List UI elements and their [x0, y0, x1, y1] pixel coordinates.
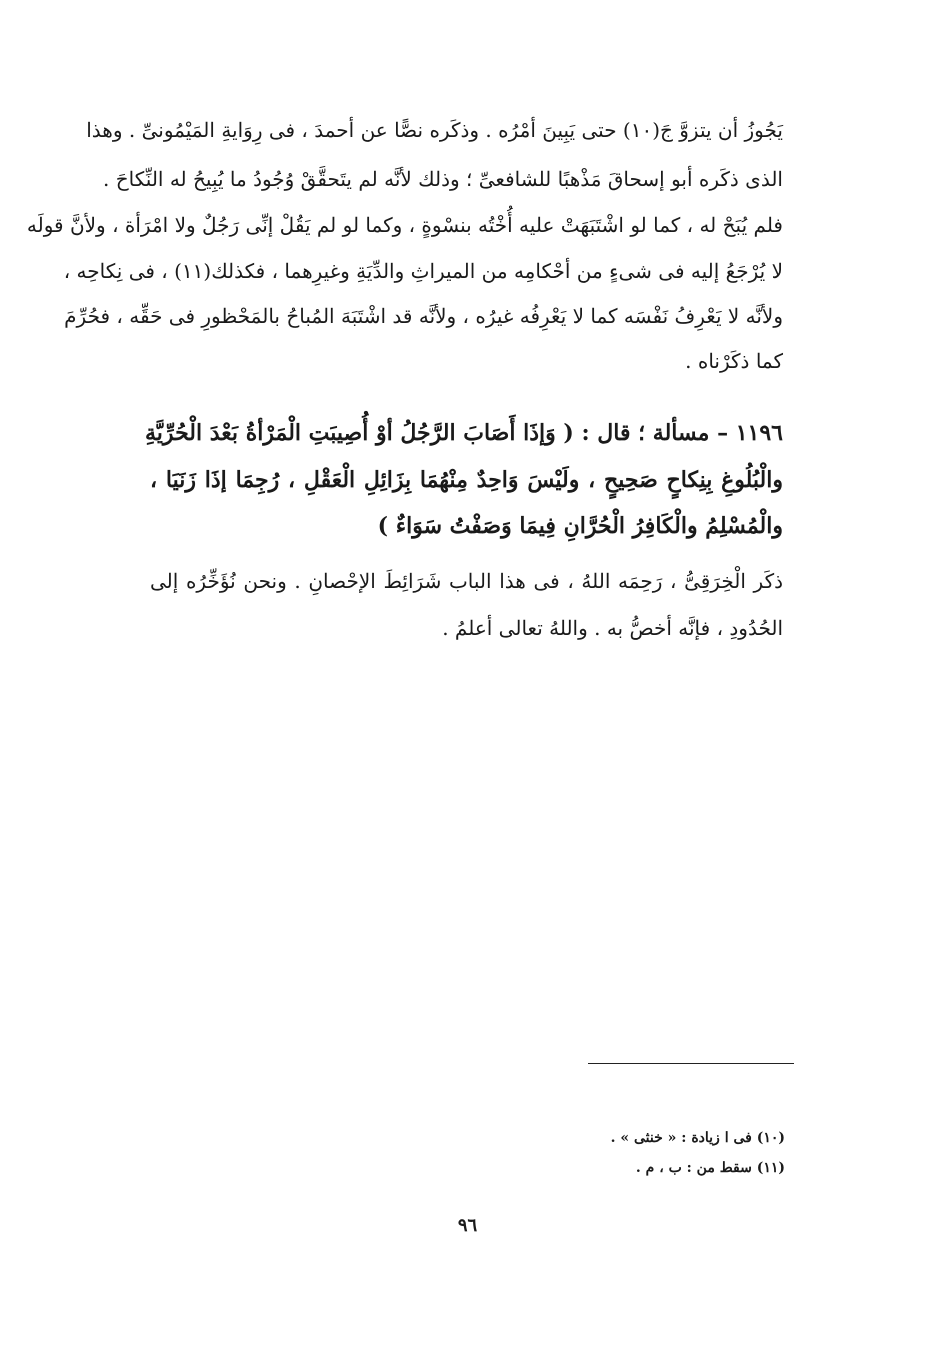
issue-line-2: والْبُلُوغِ بِنِكاحٍ صَحِيحٍ ، ولَيْسَ وَاحِدٌ مِنْهُمَا بِزَائِلِ الْعَقْلِ ، رُجِمَا إذَا زَنَيَا ،	[150, 467, 783, 493]
paragraph1-line-5: ولأنَّه لا يَعْرِفُ نَفْسَه كما لا يَعْرِفُه غيرُه ، ولأنَّه قد اشْتَبَهَ المُباحُ بالمَحْظورِ فى حَقِّه ، فحُرِّمَ	[64, 304, 783, 328]
paragraph2-line-2: الحُدُودِ ، فإنَّه أخصُّ به . واللهُ تعالى أعلمُ .	[442, 616, 783, 640]
paragraph1-line-4: لا يُرْجَعُ إليه فى شىءٍ من أحْكامِه من الميراثِ والدِّيَةِ وغيرِهما ، فكذلك(١١) ، فى نِكاحِه ،	[63, 259, 783, 283]
issue-line-1: ١١٩٦ – مسألة ؛ قال : ( وَإذَا أَصَابَ الرَّجُلُ أوْ أُصِيبَتِ الْمَرْأةُ بَعْدَ الْحُرِّيَّةِ	[145, 420, 783, 446]
footnote-divider	[588, 1063, 794, 1064]
paragraph2-line-1: ذكَر الْخِرَقِىُّ ، رَحِمَه اللهُ ، فى هذا الباب شَرَائِطَ الإحْصانِ . ونحن نُؤَخِّرُه إلى	[150, 569, 783, 593]
page-number: ٩٦	[457, 1215, 478, 1236]
footnote-11: (١١) سقط من : ب ، م .	[635, 1160, 785, 1176]
paragraph1-line-3: فلم يُبَحْ له ، كما لو اشْتَبَهَتْ عليه أُخْتُه بنسْوةٍ ، وكما لو لم يَقُلْ إنِّى رَجُلٌ ولا امْرَأة ، ولأنَّ قولَه	[26, 213, 783, 237]
paragraph1-line-6: كما ذكَرْناه .	[685, 349, 783, 373]
paragraph1-line-1: يَجُوزُ أن يتزوَّ جَ(١٠) حتى يَبِينَ أمْرُه . وذكَره نصًّا عن أحمدَ ، فى رِوَايةِ المَيْمُونىِّ . وهذا	[86, 118, 783, 142]
paragraph1-line-2: الذى ذكَره أبو إسحاقَ مَذْهبًا للشافعىِّ ؛ وذلك لأنَّه لم يتَحقَّقْ وُجُودُ ما يُبِيحُ له النِّكاحَ .	[103, 167, 783, 191]
issue-line-3: والْمُسْلِمُ والْكَافِرُ الْحُرَّانِ فِيمَا وَصَفْتُ سَوَاءٌ )	[377, 513, 783, 539]
footnote-10: (١٠) فى ا زيادة : « خنثى » .	[610, 1130, 785, 1146]
